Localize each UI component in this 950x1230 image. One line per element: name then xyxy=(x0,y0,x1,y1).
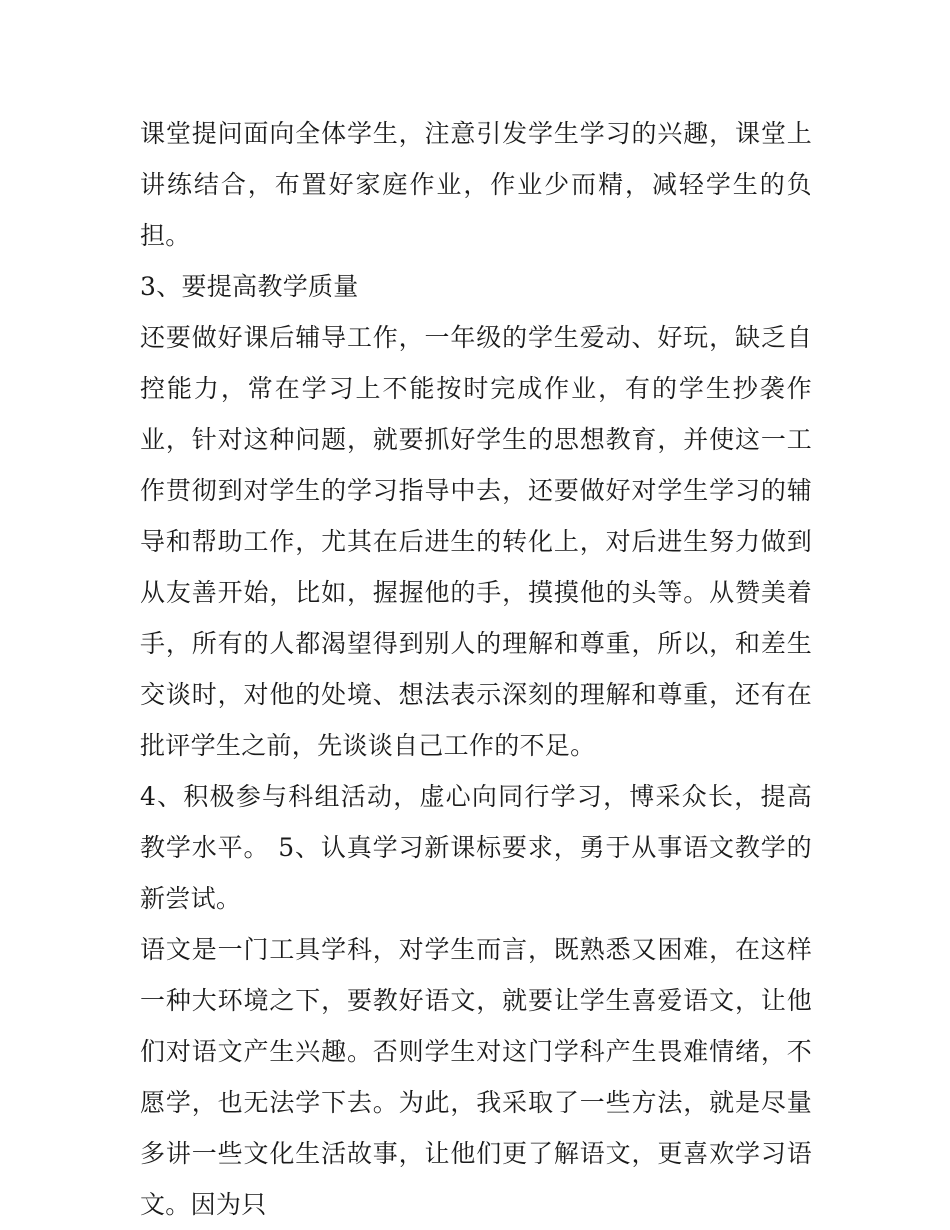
paragraph-group-activities: 4、积极参与科组活动，虚心向同行学习，博采众长，提高教学水平。 5、认真学习新课标要求，勇于从事语文教学的新尝试。 xyxy=(140,782,812,913)
paragraph-chinese-language-subject: 语文是一门工具学科，对学生而言，既熟悉又困难，在这样一种大环境之下，要教好语文，就要让学生喜爱语文，让他们对语文产生兴趣。否则学生对这门学科产生畏难情绪，不愿学，也无法学下去。为此，我采取了一些方法，就是尽量多讲一些文化生活故事，让他们更了解语文，更喜欢学习语文。因为只 xyxy=(140,935,812,1219)
heading-improve-teaching-quality: 3、要提高教学质量 xyxy=(140,272,359,301)
paragraph-after-class-tutoring: 还要做好课后辅导工作，一年级的学生爱动、好玩，缺乏自控能力，常在学习上不能按时完成作业，有的学生抄袭作业，针对这种问题，就要抓好学生的思想教育，并使这一工作贯彻到对学生的学习指导中去，还要做好对学生学习的辅导和帮助工作，尤其在后进生的转化上，对后进生努力做到从友善开始，比如，握握他的手，摸摸他的头等。从赞美着手，所有的人都渴望得到别人的理解和尊重，所以，和差生交谈时，对他的处境、想法表示深刻的理解和尊重，还有在批评学生之前，先谈谈自己工作的不足。 xyxy=(140,323,812,760)
document-body xyxy=(140,108,812,1230)
paragraph-classroom-questioning: 课堂提问面向全体学生，注意引发学生学习的兴趣，课堂上讲练结合，布置好家庭作业，作业少而精，减轻学生的负担。 xyxy=(140,119,812,250)
